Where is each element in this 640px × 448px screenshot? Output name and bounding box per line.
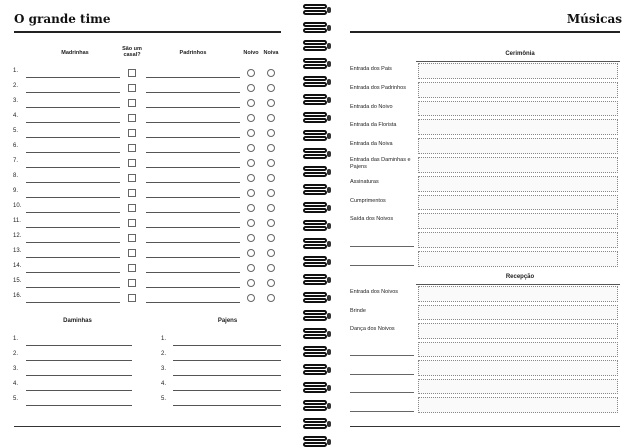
padrinho-line[interactable]	[146, 182, 240, 183]
music-field[interactable]	[418, 63, 618, 79]
daminhas-line[interactable]	[26, 345, 132, 346]
padrinho-line[interactable]	[146, 152, 240, 153]
noivo-radio[interactable]	[247, 204, 255, 212]
madrinha-line[interactable]	[26, 272, 120, 273]
daminhas-title: Daminhas	[63, 318, 92, 324]
music-row	[350, 322, 620, 341]
madrinha-line[interactable]	[26, 77, 120, 78]
padrinho-line[interactable]	[146, 137, 240, 138]
table-row	[0, 81, 302, 96]
couple-checkbox[interactable]	[128, 279, 136, 287]
padrinho-line[interactable]	[146, 212, 240, 213]
pajens-row-number: 3.	[161, 366, 167, 372]
table-row	[0, 201, 302, 216]
row-number: 12.	[13, 233, 22, 239]
music-field[interactable]	[418, 305, 618, 321]
noiva-radio[interactable]	[267, 174, 275, 182]
header-padrinhos: Padrinhos	[179, 50, 207, 56]
noiva-radio[interactable]	[267, 204, 275, 212]
noivo-radio[interactable]	[247, 99, 255, 107]
couple-checkbox[interactable]	[128, 189, 136, 197]
row-number: 3.	[13, 98, 19, 104]
madrinha-line[interactable]	[26, 152, 120, 153]
music-field[interactable]	[418, 138, 618, 154]
title-rule	[350, 31, 620, 33]
couple-checkbox[interactable]	[128, 174, 136, 182]
madrinha-line[interactable]	[26, 227, 120, 228]
music-row	[350, 250, 620, 269]
spiral-coil	[303, 94, 327, 106]
cerimonia-title: Cerimônia	[505, 51, 535, 57]
noivo-radio[interactable]	[247, 114, 255, 122]
music-field[interactable]	[418, 397, 618, 413]
pajens-row-number: 2.	[161, 351, 167, 357]
padrinho-line[interactable]	[146, 92, 240, 93]
noiva-radio[interactable]	[267, 189, 275, 197]
music-label: Entrada dos Pais	[350, 66, 392, 72]
music-row	[350, 194, 620, 213]
spiral-coil	[303, 148, 327, 160]
header-madrinhas: Madrinhas	[61, 50, 89, 56]
madrinha-line[interactable]	[26, 287, 120, 288]
music-label-line[interactable]	[350, 246, 414, 247]
table-row	[0, 141, 302, 156]
music-row	[350, 100, 620, 119]
row-number: 9.	[13, 188, 19, 194]
music-field[interactable]	[418, 82, 618, 98]
music-field[interactable]	[418, 176, 618, 192]
row-number: 15.	[13, 278, 22, 284]
pajens-line[interactable]	[173, 405, 281, 406]
spiral-coil	[303, 58, 327, 70]
music-label: Entrada da Noiva	[350, 141, 393, 148]
music-label: Entrada dos Padrinhos	[350, 84, 406, 91]
madrinha-line[interactable]	[26, 122, 120, 123]
music-field[interactable]	[418, 286, 618, 302]
noivo-radio[interactable]	[247, 69, 255, 77]
music-field[interactable]	[418, 360, 618, 376]
spiral-coil	[303, 220, 327, 232]
daminhas-row-number: 1.	[13, 336, 19, 342]
title-rule	[14, 31, 281, 33]
spiral-coil	[303, 238, 327, 250]
row-number: 13.	[13, 248, 22, 254]
padrinho-line[interactable]	[146, 242, 240, 243]
padrinho-line[interactable]	[146, 77, 240, 78]
noivo-radio[interactable]	[247, 264, 255, 272]
table-row	[0, 171, 302, 186]
couple-checkbox[interactable]	[128, 84, 136, 92]
recepcao-title: Recepção	[505, 274, 535, 280]
noiva-radio[interactable]	[267, 114, 275, 122]
daminhas-line[interactable]	[26, 390, 132, 391]
row-number: 1.	[13, 68, 19, 74]
daminhas-row-number: 4.	[13, 381, 19, 387]
noiva-radio[interactable]	[267, 99, 275, 107]
table-row	[0, 261, 302, 276]
right-page	[336, 0, 640, 448]
padrinho-line[interactable]	[146, 302, 240, 303]
music-row	[350, 212, 620, 231]
table-row	[0, 231, 302, 246]
spiral-coil	[303, 130, 327, 142]
music-row	[350, 62, 620, 81]
spiral-coil	[303, 364, 327, 376]
spiral-coil	[303, 76, 327, 88]
couple-checkbox[interactable]	[128, 69, 136, 77]
spiral-coil	[303, 436, 327, 448]
noivo-radio[interactable]	[247, 234, 255, 242]
padrinho-line[interactable]	[146, 197, 240, 198]
table-row	[0, 276, 302, 291]
noiva-radio[interactable]	[267, 249, 275, 257]
padrinho-line[interactable]	[146, 257, 240, 258]
row-number: 2.	[13, 83, 19, 89]
table-row	[0, 156, 302, 171]
spiral-coil	[303, 418, 327, 430]
music-field[interactable]	[418, 342, 618, 358]
music-row	[350, 175, 620, 194]
noiva-radio[interactable]	[267, 294, 275, 302]
spiral-coil	[303, 292, 327, 304]
music-label-line[interactable]	[350, 265, 414, 266]
row-number: 5.	[13, 128, 19, 134]
spiral-coil	[303, 184, 327, 196]
noiva-radio[interactable]	[267, 144, 275, 152]
padrinho-line[interactable]	[146, 287, 240, 288]
madrinha-line[interactable]	[26, 167, 120, 168]
music-row	[350, 81, 620, 100]
spiral-coil	[303, 400, 327, 412]
music-label: Brinde	[350, 307, 366, 314]
row-number: 7.	[13, 158, 19, 164]
music-row	[350, 156, 620, 175]
madrinha-line[interactable]	[26, 197, 120, 198]
noivo-radio[interactable]	[247, 144, 255, 152]
noivo-radio[interactable]	[247, 174, 255, 182]
music-label: Entrada dos Noivos	[350, 289, 398, 295]
pajens-row-number: 4.	[161, 381, 167, 387]
noiva-radio[interactable]	[267, 279, 275, 287]
daminhas-row-number: 3.	[13, 366, 19, 372]
table-row	[0, 186, 302, 201]
bottom-rule	[14, 426, 281, 427]
noivo-radio[interactable]	[247, 129, 255, 137]
noivo-radio[interactable]	[247, 219, 255, 227]
noivo-radio[interactable]	[247, 159, 255, 167]
padrinho-line[interactable]	[146, 122, 240, 123]
madrinha-line[interactable]	[26, 302, 120, 303]
noiva-radio[interactable]	[267, 234, 275, 242]
noivo-radio[interactable]	[247, 279, 255, 287]
madrinha-line[interactable]	[26, 182, 120, 183]
spiral-binding	[300, 0, 338, 448]
row-number: 6.	[13, 143, 19, 149]
pajens-row-number: 5.	[161, 396, 167, 402]
madrinha-line[interactable]	[26, 137, 120, 138]
couple-checkbox[interactable]	[128, 114, 136, 122]
row-number: 8.	[13, 173, 19, 179]
daminhas-row-number: 2.	[13, 351, 19, 357]
music-label-line[interactable]	[350, 411, 414, 412]
noiva-radio[interactable]	[267, 159, 275, 167]
row-number: 14.	[13, 263, 22, 269]
spiral-coil	[303, 274, 327, 286]
noiva-radio[interactable]	[267, 219, 275, 227]
pajens-line[interactable]	[173, 360, 281, 361]
spiral-coil	[303, 328, 327, 340]
bottom-rule	[350, 426, 620, 427]
spiral-coil	[303, 40, 327, 52]
spiral-coil	[303, 166, 327, 178]
spiral-coil	[303, 22, 327, 34]
music-label-line[interactable]	[350, 392, 414, 393]
madrinha-line[interactable]	[26, 212, 120, 213]
table-row	[0, 66, 302, 81]
pajens-line[interactable]	[173, 375, 281, 376]
spiral-coil	[303, 346, 327, 358]
music-row	[350, 396, 620, 415]
spiral-coil	[303, 112, 327, 124]
music-label-line[interactable]	[350, 355, 414, 356]
noivo-radio[interactable]	[247, 189, 255, 197]
row-number: 4.	[13, 113, 19, 119]
music-row	[350, 341, 620, 360]
padrinho-line[interactable]	[146, 107, 240, 108]
page-title: Músicas	[566, 12, 622, 26]
pajens-title: Pajens	[217, 318, 238, 324]
pajens-line[interactable]	[173, 345, 281, 346]
music-field[interactable]	[418, 323, 618, 339]
music-row	[350, 378, 620, 397]
daminhas-line[interactable]	[26, 405, 132, 406]
music-label: Dança dos Noivos	[350, 326, 395, 332]
madrinha-line[interactable]	[26, 92, 120, 93]
madrinha-line[interactable]	[26, 242, 120, 243]
row-number: 10.	[13, 203, 22, 209]
music-row	[350, 285, 620, 304]
music-label: Saída dos Noivos	[350, 216, 394, 223]
daminhas-line[interactable]	[26, 375, 132, 376]
pajens-row-number: 1.	[161, 336, 167, 342]
noiva-radio[interactable]	[267, 129, 275, 137]
music-label: Entrada do Noivo	[350, 103, 393, 110]
table-row	[0, 216, 302, 231]
table-row	[0, 96, 302, 111]
noivo-radio[interactable]	[247, 84, 255, 92]
padrinho-line[interactable]	[146, 227, 240, 228]
padrinho-line[interactable]	[146, 272, 240, 273]
music-label: Assinaturas	[350, 178, 379, 185]
spiral-coil	[303, 256, 327, 268]
music-field[interactable]	[418, 251, 618, 267]
noivo-radio[interactable]	[247, 294, 255, 302]
row-number: 16.	[13, 293, 22, 299]
music-label: Cumprimentos	[350, 197, 386, 204]
madrinha-line[interactable]	[26, 107, 120, 108]
left-page	[0, 0, 302, 448]
noiva-radio[interactable]	[267, 264, 275, 272]
couple-checkbox[interactable]	[128, 129, 136, 137]
music-field[interactable]	[418, 232, 618, 248]
madrinha-line[interactable]	[26, 257, 120, 258]
music-row	[350, 118, 620, 137]
header-noiva: Noiva	[263, 50, 279, 56]
page-title: O grande time	[14, 12, 111, 26]
header-noivo: Noivo	[243, 50, 259, 56]
daminhas-line[interactable]	[26, 360, 132, 361]
music-field[interactable]	[418, 379, 618, 395]
row-number: 11.	[13, 218, 21, 224]
table-row	[0, 246, 302, 261]
padrinho-line[interactable]	[146, 167, 240, 168]
music-row	[350, 304, 620, 323]
music-label: Entrada da Florista	[350, 122, 397, 129]
couple-checkbox[interactable]	[128, 234, 136, 242]
noiva-radio[interactable]	[267, 84, 275, 92]
music-label-line[interactable]	[350, 374, 414, 375]
spiral-coil	[303, 382, 327, 394]
couple-checkbox[interactable]	[128, 294, 136, 302]
pajens-line[interactable]	[173, 390, 281, 391]
noiva-radio[interactable]	[267, 69, 275, 77]
music-field[interactable]	[418, 195, 618, 211]
table-row	[0, 291, 302, 306]
couple-checkbox[interactable]	[128, 144, 136, 152]
header-casal: São um casal?	[122, 46, 142, 58]
music-row	[350, 231, 620, 250]
music-field[interactable]	[418, 213, 618, 229]
daminhas-row-number: 5.	[13, 396, 19, 402]
music-row	[350, 137, 620, 156]
spiral-coil	[303, 310, 327, 322]
table-row	[0, 126, 302, 141]
spiral-coil	[303, 4, 327, 16]
music-field[interactable]	[418, 157, 618, 173]
music-field[interactable]	[418, 119, 618, 135]
noivo-radio[interactable]	[247, 249, 255, 257]
couple-checkbox[interactable]	[128, 204, 136, 212]
couple-checkbox[interactable]	[128, 249, 136, 257]
couple-checkbox[interactable]	[128, 264, 136, 272]
spiral-coil	[303, 202, 327, 214]
music-label: Entrada das Daminhas e Pajens	[350, 157, 411, 170]
music-row	[350, 359, 620, 378]
table-row	[0, 111, 302, 126]
couple-checkbox[interactable]	[128, 99, 136, 107]
couple-checkbox[interactable]	[128, 219, 136, 227]
couple-checkbox[interactable]	[128, 159, 136, 167]
music-field[interactable]	[418, 101, 618, 117]
